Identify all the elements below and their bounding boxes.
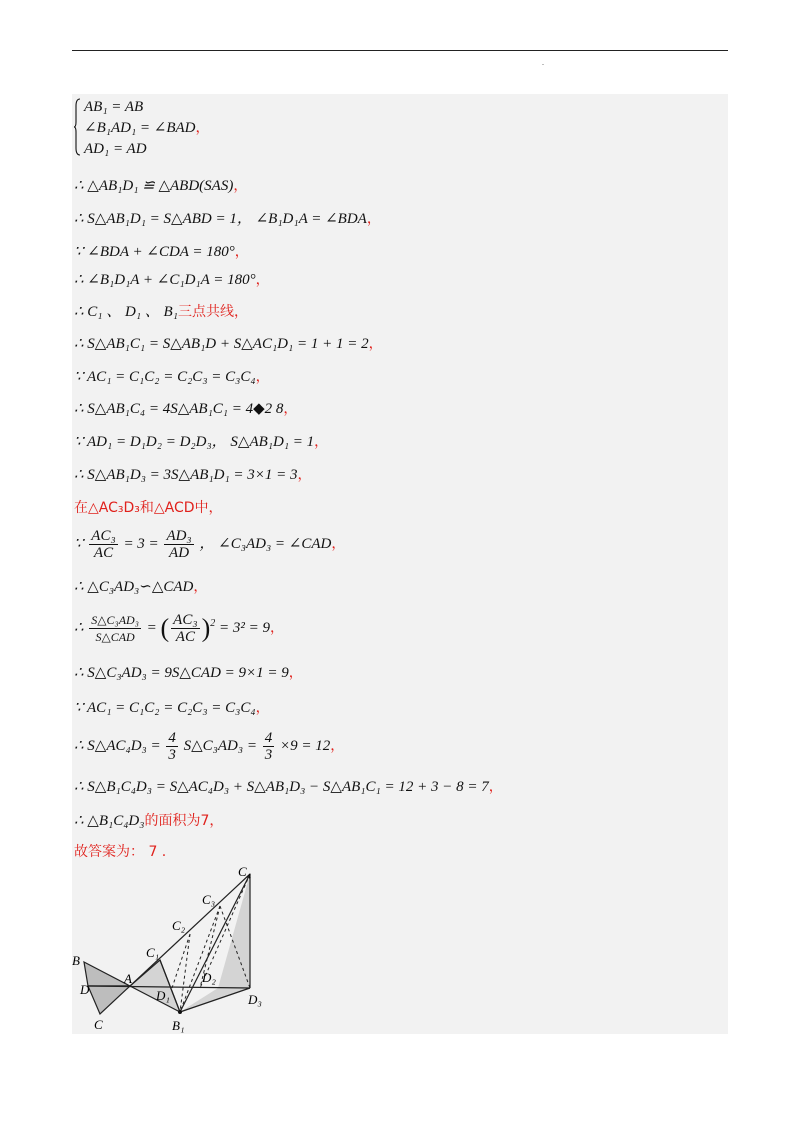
label-c1: C₁ [146, 945, 160, 960]
line-angle-sum-text: ∵ ∠BDA + ∠CDA = 180° [74, 244, 235, 260]
line-area-ab1d3 [74, 466, 312, 484]
area-ratio-fraction [89, 612, 141, 645]
ratio-tail: ， [331, 535, 346, 552]
four-thirds-den-1: 3 [168, 747, 176, 763]
line-equal-segments-d-tail: ， [314, 434, 329, 450]
label-c2: C₂ [172, 918, 186, 933]
line-angle-sum-2-text: ∴ ∠B₁D₁A + ∠C₁D₁A = 180° [74, 272, 256, 288]
line-area-equal-text: ∴ S△AB₁D₁ = S△ABD = 1， ∠B₁D₁A = ∠BDA [74, 211, 367, 227]
line-similar-tail: ， [193, 579, 208, 595]
line-area-is-tail: 的面积为7， [144, 813, 224, 829]
line-equal-segments-c [74, 368, 270, 386]
line-collinear [74, 303, 248, 321]
line-area-is [74, 812, 223, 830]
geometry-figure [72, 862, 292, 1038]
side-ratio-den: AC [175, 629, 195, 645]
line-area-ab1c4-tail: ， [283, 401, 298, 417]
line-area-c3ad3 [74, 664, 303, 682]
line-congruent [74, 177, 247, 195]
line-angle-sum-tail: ， [234, 244, 249, 260]
four-thirds-fraction-1 [166, 730, 178, 763]
header-rule [72, 50, 728, 51]
system-line-2-text: ∠B₁AD₁ = ∠BAD [84, 120, 196, 136]
dash-c2b1 [180, 934, 190, 1012]
system-line-2 [84, 119, 210, 137]
line-area-equal [74, 210, 381, 228]
side-ratio-num: AC₃ [173, 612, 198, 628]
line-area-c3ad3-text: ∴ S△C₃AD₃ = 9S△CAD = 9×1 = 9 [74, 665, 289, 681]
line-congruent-tail: ， [233, 178, 248, 194]
four-thirds-num-1: 4 [168, 730, 176, 746]
triangle-acd [88, 986, 130, 1014]
point-b1 [178, 1010, 182, 1014]
line-equal-segments-c-2-tail: ， [255, 700, 270, 716]
area-ratio-rest: = 3² = 9 [218, 619, 270, 636]
line-final-area [74, 778, 503, 796]
line-equal-segments-c-2 [74, 699, 270, 717]
line-ratio [74, 528, 345, 561]
ratio-fraction-2 [164, 528, 193, 561]
line-angle-sum-2 [74, 271, 270, 289]
line-equal-segments-d-text: ∵ AD₁ = D₁D₂ = D₂D₃， S△AB₁D₁ = 1 [74, 434, 315, 450]
header-mark: . [542, 58, 544, 67]
label-d3: D₃ [248, 992, 262, 1007]
line-area-ac4d3 [74, 730, 344, 763]
line-area-is-text: ∴ △B₁C₄D₃ [74, 813, 145, 829]
four-thirds-fraction-2 [263, 730, 275, 763]
ratio-fraction-1-den: AC [93, 545, 114, 561]
dash-c2d1 [172, 934, 190, 988]
area-ac4d3-mid: S△C₃AD₃ = [183, 737, 257, 754]
area-ac4d3-pre: ∴ S△AC₄D₃ = [74, 737, 161, 754]
ratio-fraction-1 [89, 528, 117, 561]
line-similar [74, 578, 207, 596]
area-ac4d3-rest: ×9 = 12 [279, 737, 331, 754]
system-line-2-tail: ， [195, 120, 210, 136]
line-collinear-text: ∴ C₁ 、 D₁ 、 B₁ [74, 304, 178, 320]
label-d1: D₁ [156, 988, 170, 1003]
label-d2: D₂ [202, 970, 216, 985]
four-thirds-den-2: 3 [264, 747, 273, 763]
line-similar-text: ∴ △C₃AD₃∽△CAD [74, 579, 194, 595]
line-area-ab1d3-tail: ， [297, 467, 312, 483]
line-area-ab1c1 [74, 335, 383, 353]
line-congruent-text: ∴ △AB₁D₁ ≌ △ABD(SAS) [74, 178, 234, 194]
system-line-3: AD₁ = AD [84, 141, 147, 157]
line-equal-segments-c-tail: ， [255, 369, 270, 385]
line-angle-sum [74, 243, 249, 261]
square-exponent: 2 [210, 617, 216, 629]
side-ratio-fraction [171, 612, 199, 645]
area-ratio-num: S△C₃AD₃ [91, 613, 139, 627]
label-a: A [124, 971, 132, 986]
four-thirds-num-2: 4 [264, 730, 273, 746]
ratio-mid: = 3 = [123, 535, 159, 552]
paren-open: ( [160, 613, 170, 643]
line-area-c3ad3-tail: ， [288, 665, 303, 681]
line-area-ab1d3-text: ∴ S△AB₁D₃ = 3S△AB₁D₁ = 3×1 = 3 [74, 467, 298, 483]
line-equal-segments-d [74, 433, 328, 451]
paren-close: ) [201, 613, 211, 643]
answer-line: 故答案为： 7 . [74, 844, 167, 860]
line-equal-segments-c-2-text: ∵ AC₁ = C₁C₂ = C₂C₃ = C₃C₄ [74, 700, 256, 716]
label-b: B [72, 953, 80, 968]
line-area-ab1c1-tail: ， [368, 336, 383, 352]
area-ratio-tail: ， [269, 619, 284, 636]
label-c4: C₄ [238, 864, 252, 879]
line-area-ab1c4-text: ∴ S△AB₁C₄ = 4S△AB₁C₁ = 4◆2 8 [74, 401, 284, 417]
line-collinear-tail: 三点共线， [177, 304, 248, 320]
therefore-symbol: ∴ [74, 619, 88, 636]
line-equal-segments-c-text: ∵ AC₁ = C₁C₂ = C₂C₃ = C₃C₄ [74, 369, 256, 385]
label-b1: B₁ [172, 1018, 185, 1033]
line-area-ab1c1-text: ∴ S△AB₁C₁ = S△AB₁D + S△AC₁D₁ = 1 + 1 = 2 [74, 336, 369, 352]
line-final-area-text: ∴ S△B₁C₄D₃ = S△AC₄D₃ + S△AB₁D₃ − S△AB₁C₁ = 12 + 3 − 8 = 7 [74, 779, 489, 795]
ratio-fraction-1-num: AC₃ [91, 528, 116, 544]
line-area-ratio: ∴ $\frac{\text{S△C₃AD₃}}{\text{S△CAD}}$ = ( $\frac{\text{AC₃}}{AC}$ )$^2$ = 3² = 9， [74, 612, 284, 645]
system-line-1: AB₁ = AB [84, 99, 144, 115]
line-final-area-tail: ， [488, 779, 503, 795]
ratio-rest: ， ∠C₃AD₃ = ∠CAD [199, 535, 332, 552]
ratio-fraction-2-den: AD [169, 545, 190, 561]
system-brace [74, 98, 80, 156]
label-c3: C₃ [202, 892, 216, 907]
label-d: D [80, 982, 90, 997]
label-c: C [94, 1017, 103, 1032]
because-symbol: ∵ [74, 535, 88, 552]
ratio-fraction-2-num: AD₃ [166, 528, 192, 544]
area-ac4d3-tail: ， [330, 737, 345, 754]
line-angle-sum-2-tail: ， [255, 272, 270, 288]
area-ratio-den: S△CAD [95, 630, 135, 644]
line-in-triangles: 在△AC₃D₃和△ACD中， [74, 500, 223, 516]
line-area-ab1c4 [74, 400, 297, 418]
line-area-equal-tail: ， [366, 211, 381, 227]
